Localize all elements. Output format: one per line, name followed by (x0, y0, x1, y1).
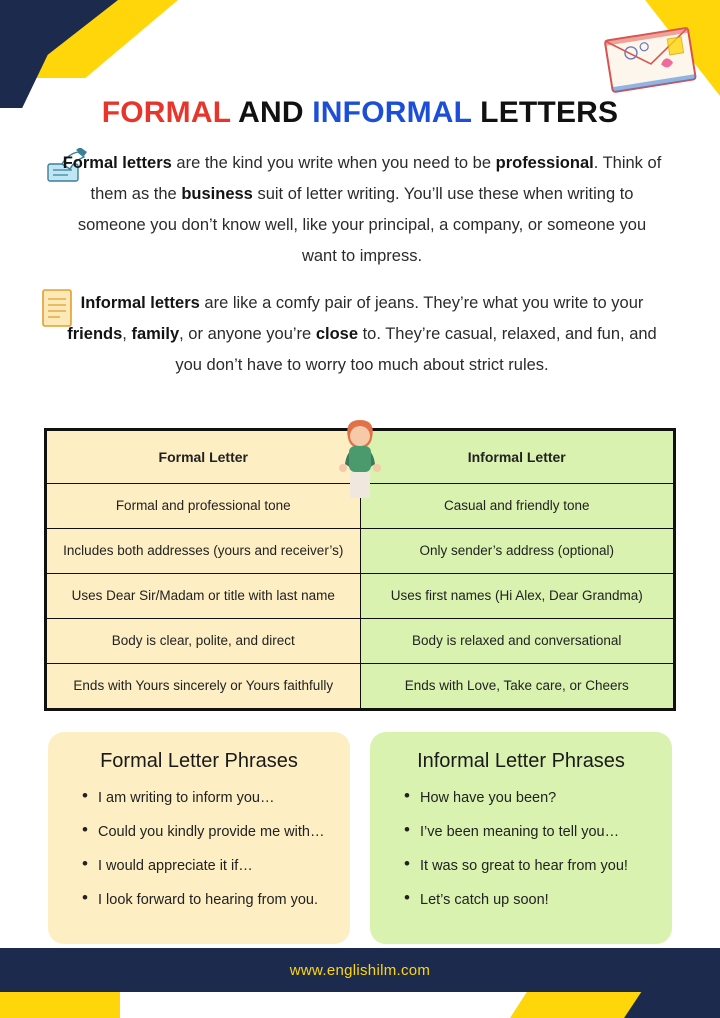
title-informal: INFORMAL (312, 96, 472, 129)
table-row (47, 664, 674, 709)
informal-phrases-list (386, 789, 656, 909)
list-item: • Could you kindly provide me with… (82, 823, 334, 841)
table-cell-informal: Casual and friendly tone (360, 484, 674, 529)
list-item: • I look forward to hearing from you. (82, 891, 334, 909)
page-title (0, 96, 720, 130)
footer (0, 948, 720, 1018)
table-cell-informal: Only sender’s address (optional) (360, 529, 674, 574)
formal-phrases-title: Formal Letter Phrases (100, 750, 298, 772)
intro-formal-text: Formal letters are the kind you write when you need to be professional. Think of them as the business suit of letter writing. You’ll use these when writing to someone you don’t know well, like your principal, a company, or someone you want to impress. (62, 154, 662, 265)
formal-phrases-list (64, 789, 334, 909)
table-cell-informal: Body is relaxed and conversational (360, 619, 674, 664)
list-item: • I would appreciate it if… (82, 857, 334, 875)
table-cell-formal: Body is clear, polite, and direct (47, 619, 361, 664)
table-header-formal: Formal Letter (47, 431, 361, 484)
title-letters: LETTERS (471, 96, 619, 129)
list-item: • I’ve been meaning to tell you… (404, 823, 656, 841)
formal-phrases-card (48, 732, 350, 944)
table-row (47, 574, 674, 619)
title-and: AND (230, 96, 313, 129)
title-formal: FORMAL (101, 96, 231, 129)
footer-accent-left (0, 992, 120, 1018)
informal-phrases-title: Informal Letter Phrases (417, 750, 625, 772)
table-cell-formal: Formal and professional tone (47, 484, 361, 529)
table-cell-formal: Uses Dear Sir/Madam or title with last name (47, 574, 361, 619)
intro-paragraph-formal (62, 148, 662, 272)
list-item: • It was so great to hear from you! (404, 857, 656, 875)
comparison-table (44, 428, 676, 711)
table-cell-informal: Ends with Love, Take care, or Cheers (360, 664, 674, 709)
list-item: • Let’s catch up soon! (404, 891, 656, 909)
list-item: • I am writing to inform you… (82, 789, 334, 807)
table-header-informal: Informal Letter (360, 431, 674, 484)
table-cell-formal: Ends with Yours sincerely or Yours faithfully (47, 664, 361, 709)
footer-url[interactable]: www.englishilm.com (289, 961, 431, 979)
shrugging-person-icon (326, 418, 394, 502)
intro-informal-text: Informal letters are like a comfy pair of jeans. They’re what you write to your friends, family, or anyone you’re close to. They’re casual, relaxed, and fun, and you don’t have to worry too much about strict rules. (67, 294, 657, 374)
table-cell-informal: Uses first names (Hi Alex, Dear Grandma) (360, 574, 674, 619)
table-row (47, 619, 674, 664)
envelope-icon (597, 15, 703, 101)
table-row (47, 529, 674, 574)
table-cell-formal: Includes both addresses (yours and receiver’s) (47, 529, 361, 574)
informal-phrases-card (370, 732, 672, 944)
intro-paragraph-informal (56, 288, 668, 381)
list-item: • How have you been? (404, 789, 656, 807)
